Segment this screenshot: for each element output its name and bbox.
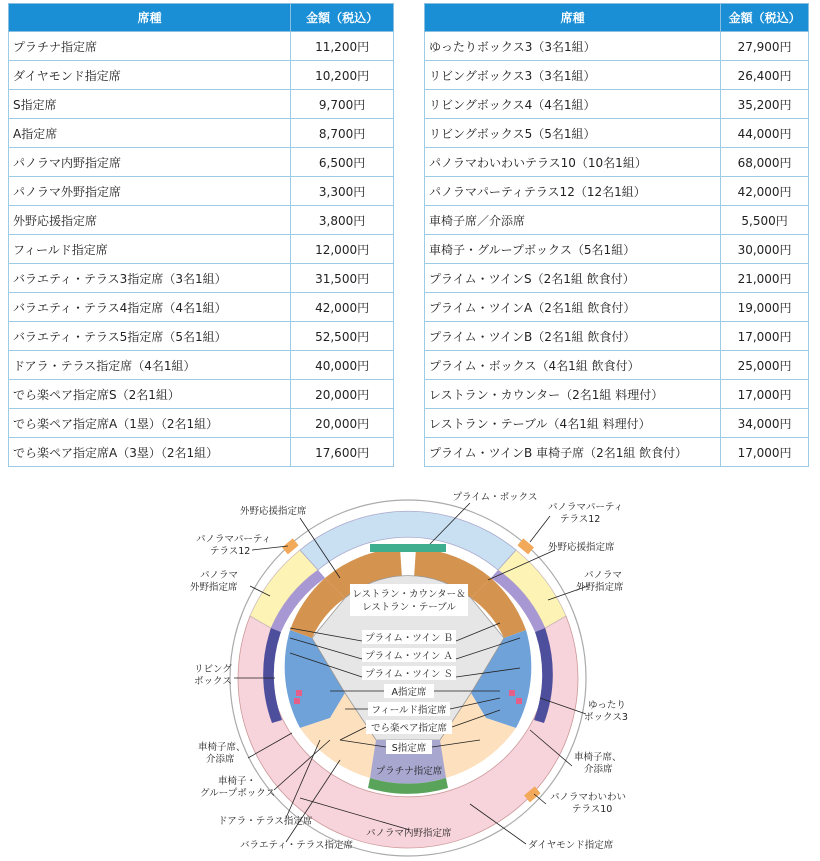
seat-name: パノラマ外野指定席 xyxy=(9,177,291,206)
label-party-right-2: テラス12 xyxy=(560,514,601,525)
table-row xyxy=(9,206,394,235)
seat-price: 26,400円 xyxy=(721,61,809,90)
table-row xyxy=(9,322,394,351)
seat-name: でら楽ペア指定席A（1塁）（2名1組） xyxy=(9,409,291,438)
seat-price: 27,900円 xyxy=(721,32,809,61)
seat-name: ドアラ・テラス指定席（4名1組） xyxy=(9,351,291,380)
table-row xyxy=(425,148,809,177)
table-row xyxy=(425,32,809,61)
label-restaurant-2: レストラン・テーブル xyxy=(362,602,456,613)
label-wheelchair-group-2: グループボックス xyxy=(200,788,276,799)
seat-name: プライム・ツインB 車椅子席（2名1組 飲食付） xyxy=(425,438,721,467)
table-row xyxy=(9,409,394,438)
dera-pair-mark-left xyxy=(296,690,302,696)
stadium-seat-map xyxy=(0,478,820,861)
label-outfield-cheer-right: 外野応援指定席 xyxy=(548,542,615,553)
seat-name: バラエティ・テラス5指定席（5名1組） xyxy=(9,322,291,351)
table-row xyxy=(9,438,394,467)
seat-name: バラエティ・テラス4指定席（4名1組） xyxy=(9,293,291,322)
table-row xyxy=(425,177,809,206)
label-prime-twin-s: プライム・ツイン Ｓ xyxy=(365,669,453,680)
seat-price: 42,000円 xyxy=(291,293,394,322)
table-row xyxy=(425,119,809,148)
seat-price: 31,500円 xyxy=(291,264,394,293)
seat-price: 10,200円 xyxy=(291,61,394,90)
table-row xyxy=(425,322,809,351)
seat-name: パノラマパーティテラス12（12名1組） xyxy=(425,177,721,206)
label-field-seat: フィールド指定席 xyxy=(371,705,447,716)
label-wheelchair-right-1: 車椅子席、 xyxy=(574,752,622,763)
table-row xyxy=(425,235,809,264)
label-party-left-1: パノラマパーティ xyxy=(196,534,272,545)
table-row xyxy=(425,264,809,293)
label-waiwai-1: パノラマわいわい xyxy=(550,792,627,803)
seat-name: プラチナ指定席 xyxy=(9,32,291,61)
seat-name: パノラマわいわいテラス10（10名1組） xyxy=(425,148,721,177)
seat-price: 5,500円 xyxy=(721,206,809,235)
seat-price: 20,000円 xyxy=(291,380,394,409)
label-dera-pair: でら楽ペア指定席 xyxy=(370,723,448,734)
table-row xyxy=(9,119,394,148)
seat-name: リビングボックス5（5名1組） xyxy=(425,119,721,148)
seat-name: 車椅子席／介添席 xyxy=(425,206,721,235)
table-row xyxy=(425,409,809,438)
label-panorama-outfield-right-1: パノラマ xyxy=(584,570,623,581)
label-platinum: プラチナ指定席 xyxy=(375,766,443,777)
header-price: 金額（税込） xyxy=(721,4,809,32)
label-variety: バラエティ・テラス指定席 xyxy=(240,840,353,851)
label-wheelchair-right-2: 介添席 xyxy=(584,764,613,775)
table-row xyxy=(9,32,394,61)
dera-pair-mark-right xyxy=(509,690,515,696)
seat-name: プライム・ツインS（2名1組 飲食付） xyxy=(425,264,721,293)
seat-price: 20,000円 xyxy=(291,409,394,438)
seat-price: 35,200円 xyxy=(721,90,809,119)
seat-name: バラエティ・テラス3指定席（3名1組） xyxy=(9,264,291,293)
seat-name: 外野応援指定席 xyxy=(9,206,291,235)
table-row xyxy=(425,61,809,90)
seat-price: 52,500円 xyxy=(291,322,394,351)
seat-price: 25,000円 xyxy=(721,351,809,380)
seat-name: でら楽ペア指定席A（3塁）（2名1組） xyxy=(9,438,291,467)
table-row xyxy=(425,206,809,235)
seat-name: レストラン・テーブル（4名1組 料理付） xyxy=(425,409,721,438)
seat-name: リビングボックス4（4名1組） xyxy=(425,90,721,119)
label-s-seat: S指定席 xyxy=(391,743,427,754)
seat-name: フィールド指定席 xyxy=(9,235,291,264)
seat-price: 19,000円 xyxy=(721,293,809,322)
label-outfield-cheer-left: 外野応援指定席 xyxy=(240,506,307,517)
seat-price: 12,000円 xyxy=(291,235,394,264)
seat-price: 34,000円 xyxy=(721,409,809,438)
label-wheelchair-left-1: 車椅子席、 xyxy=(198,742,246,753)
table-row xyxy=(9,235,394,264)
seat-name: プライム・ツインB（2名1組 飲食付） xyxy=(425,322,721,351)
table-row xyxy=(425,90,809,119)
table-row xyxy=(9,61,394,90)
table-row xyxy=(9,90,394,119)
label-doala: ドアラ・テラス指定席 xyxy=(218,816,313,827)
seat-price: 3,300円 xyxy=(291,177,394,206)
label-panorama-outfield-right-2: 外野指定席 xyxy=(576,582,624,593)
seat-price: 17,000円 xyxy=(721,322,809,351)
seat-name: ゆったりボックス3（3名1組） xyxy=(425,32,721,61)
seat-name: ダイヤモンド指定席 xyxy=(9,61,291,90)
label-panorama-outfield-left-2: 外野指定席 xyxy=(190,582,238,593)
wheelchair-mark-left xyxy=(294,698,300,704)
label-living-box-1: リビング xyxy=(194,664,232,675)
seat-price: 68,000円 xyxy=(721,148,809,177)
prime-box-marker xyxy=(370,544,446,552)
label-panorama-outfield-left-1: パノラマ xyxy=(200,570,239,581)
table-row xyxy=(9,351,394,380)
seat-name: プライム・ツインA（2名1組 飲食付） xyxy=(425,293,721,322)
label-diamond: ダイヤモンド指定席 xyxy=(528,840,614,851)
seat-name: でら楽ペア指定席S（2名1組） xyxy=(9,380,291,409)
seat-name: レストラン・カウンター（2名1組 料理付） xyxy=(425,380,721,409)
seat-price: 3,800円 xyxy=(291,206,394,235)
seat-price: 42,000円 xyxy=(721,177,809,206)
seat-price: 17,000円 xyxy=(721,380,809,409)
seat-price: 6,500円 xyxy=(291,148,394,177)
label-a-seat: A指定席 xyxy=(391,687,427,698)
price-table-right xyxy=(424,3,809,467)
seat-price: 40,000円 xyxy=(291,351,394,380)
header-seat-type: 席種 xyxy=(9,4,291,32)
seat-name: パノラマ内野指定席 xyxy=(9,148,291,177)
table-row xyxy=(9,177,394,206)
label-panorama-infield: パノラマ内野指定席 xyxy=(366,828,452,839)
label-yuttari-1: ゆったり xyxy=(588,700,626,711)
label-prime-twin-a: プライム・ツイン Ａ xyxy=(365,651,453,662)
table-row xyxy=(425,438,809,467)
seat-name: プライム・ボックス（4名1組 飲食付） xyxy=(425,351,721,380)
seat-name: A指定席 xyxy=(9,119,291,148)
label-restaurant-1: レストラン・カウンター＆ xyxy=(352,589,466,600)
label-wheelchair-left-2: 介添席 xyxy=(206,754,235,765)
seat-price: 11,200円 xyxy=(291,32,394,61)
label-wheelchair-group-1: 車椅子・ xyxy=(218,776,257,787)
table-row xyxy=(425,293,809,322)
header-price: 金額（税込） xyxy=(291,4,394,32)
seat-price: 17,000円 xyxy=(721,438,809,467)
seat-price: 30,000円 xyxy=(721,235,809,264)
table-row xyxy=(425,351,809,380)
label-waiwai-2: テラス10 xyxy=(572,804,613,815)
label-living-box-2: ボックス xyxy=(194,676,232,687)
seat-name: リビングボックス3（3名1組） xyxy=(425,61,721,90)
label-prime-twin-b: プライム・ツイン Ｂ xyxy=(365,633,453,644)
label-prime-box: プライム・ボックス xyxy=(452,492,538,503)
table-row xyxy=(9,148,394,177)
table-row xyxy=(9,264,394,293)
label-yuttari-2: ボックス3 xyxy=(584,712,628,723)
label-party-right-1: パノラマパーティ xyxy=(548,502,624,513)
price-table-left xyxy=(8,3,394,467)
table-row xyxy=(9,380,394,409)
seat-price: 8,700円 xyxy=(291,119,394,148)
seat-name: 車椅子・グループボックス（5名1組） xyxy=(425,235,721,264)
seat-price: 9,700円 xyxy=(291,90,394,119)
seat-name: S指定席 xyxy=(9,90,291,119)
label-party-left-2: テラス12 xyxy=(210,546,251,557)
seat-price: 17,600円 xyxy=(291,438,394,467)
seat-price: 21,000円 xyxy=(721,264,809,293)
table-row xyxy=(425,380,809,409)
table-row xyxy=(9,293,394,322)
wheelchair-mark-right xyxy=(516,698,522,704)
header-seat-type: 席種 xyxy=(425,4,721,32)
seat-price: 44,000円 xyxy=(721,119,809,148)
